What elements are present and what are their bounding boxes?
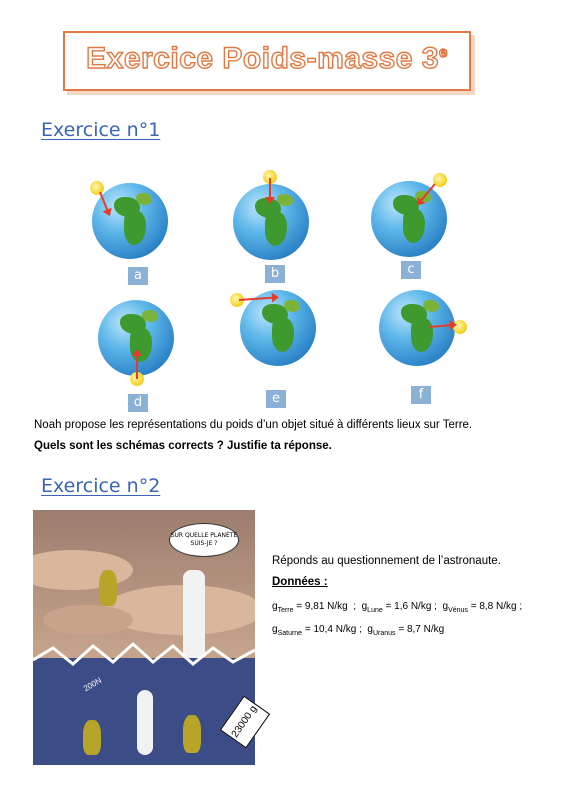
exercise1-question: Quels sont les schémas corrects ? Justifie ta réponse. bbox=[34, 440, 332, 452]
g-values-line-2: $g_{Saturne} = 10,4$ N/kg ; $g_{Uranus} = 8,7$ N/kg bbox=[272, 624, 445, 637]
section-heading-1: Exercice n°1 bbox=[41, 119, 161, 141]
mass-label: 23000 g bbox=[220, 696, 270, 749]
object-icon bbox=[90, 181, 104, 195]
astronaut-figure bbox=[137, 690, 153, 755]
exercise1-text: Noah propose les représentations du poids d’un objet situé à différents lieux sur Terre. bbox=[34, 419, 473, 431]
force-label: 200N bbox=[82, 675, 104, 694]
weight-arrow bbox=[136, 351, 138, 379]
globe-c bbox=[371, 175, 451, 275]
globe-label: e bbox=[266, 390, 286, 408]
earth-icon bbox=[233, 184, 309, 260]
donnees-label: Données : bbox=[272, 576, 328, 588]
earth-icon bbox=[371, 181, 447, 257]
title-box bbox=[63, 31, 471, 91]
earth-icon bbox=[92, 183, 168, 259]
g-values-line-1: $g_{Terre} = 9,81$ N/kg ; $g_{Lune} = 1,6$ N/kg ; $g_{Vénus} = 8,8$ N/kg ; bbox=[272, 601, 523, 614]
globe-label: f bbox=[411, 386, 431, 404]
globe-label: d bbox=[128, 394, 148, 412]
speech-bubble: SUR QUELLE PLANÈTE SUIS-JE ? bbox=[169, 523, 239, 557]
zigzag-divider bbox=[33, 640, 255, 670]
globe-label: b bbox=[265, 265, 285, 283]
globe-d bbox=[98, 300, 178, 410]
earth-icon bbox=[379, 290, 455, 366]
weight-arrow bbox=[269, 178, 271, 202]
alien-figure bbox=[83, 720, 101, 755]
exercise2-text: Réponds au questionnement de l’astronaute. bbox=[272, 555, 501, 567]
globe-f bbox=[379, 290, 459, 402]
globe-b bbox=[233, 174, 313, 281]
globe-label: c bbox=[401, 261, 421, 279]
alien-figure bbox=[99, 570, 117, 606]
globe-a bbox=[92, 183, 172, 283]
globe-e bbox=[240, 290, 320, 406]
globe-label: a bbox=[128, 267, 148, 285]
page-title: Exercice Poids-masse 3e bbox=[86, 42, 448, 75]
alien-figure bbox=[183, 715, 201, 753]
section-heading-2: Exercice n°2 bbox=[41, 475, 161, 497]
